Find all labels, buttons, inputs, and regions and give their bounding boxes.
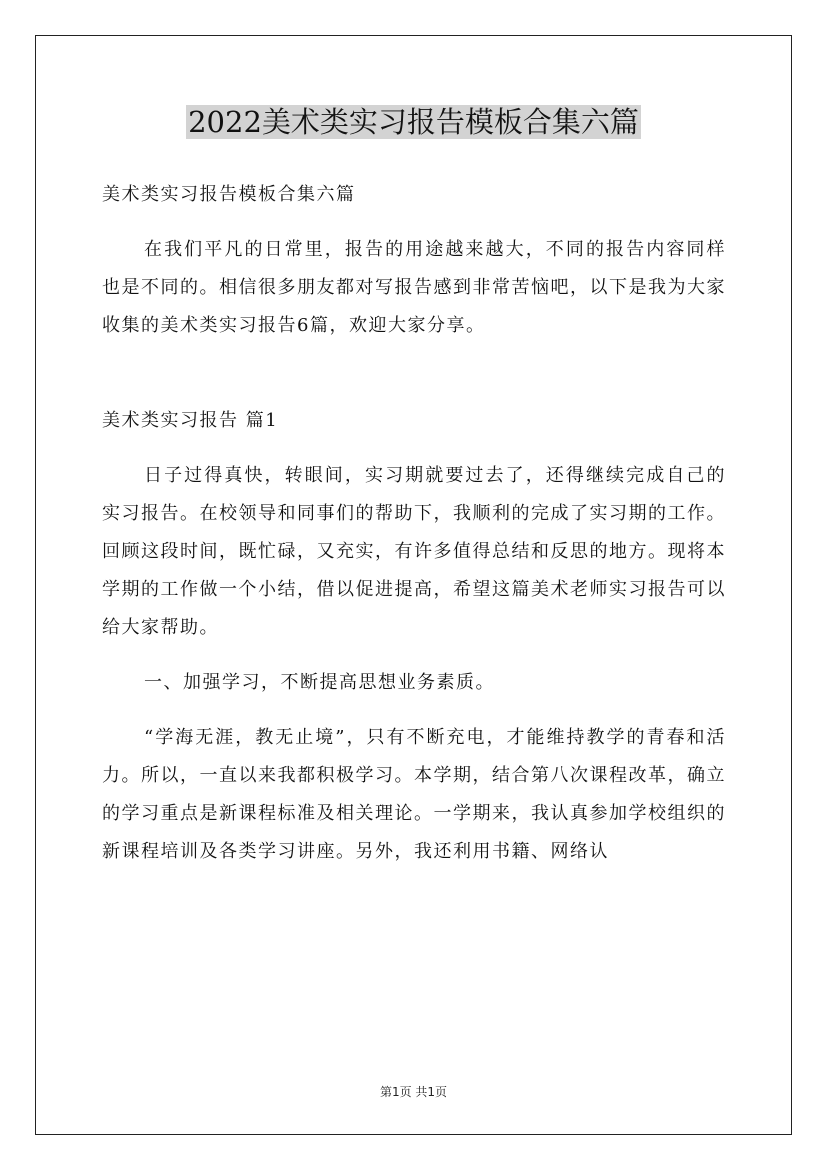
body-paragraph: “学海无涯，教无止境”，只有不断充电，才能维持教学的青春和活力。所以，一直以来我都积极学习。本学期，结合第八次课程改革，确立的学习重点是新课程标准及相关理论。一学期来，我认真参加学校组织的新课程培训及各类学习讲座。另外，我还利用书籍、网络认 bbox=[102, 727, 726, 862]
spacer bbox=[102, 214, 726, 231]
intro-paragraph: 在我们平凡的日常里，报告的用途越来越大，不同的报告内容同样也是不同的。相信很多朋友都对写报告感到非常苦恼吧，以下是我为大家收集的美术类实习报告6篇，欢迎大家分享。 bbox=[102, 239, 726, 336]
spacer bbox=[102, 440, 726, 457]
document-body bbox=[102, 176, 726, 871]
spacer bbox=[102, 702, 726, 719]
document-title-text: 2022美术类实习报告模板合集六篇 bbox=[188, 105, 639, 139]
document-subtitle: 美术类实习报告模板合集六篇 bbox=[102, 184, 356, 205]
document-title bbox=[0, 100, 827, 144]
spacer bbox=[102, 647, 726, 664]
point-heading: 一、加强学习，不断提高思想业务素质。 bbox=[144, 672, 495, 693]
section-heading: 美术类实习报告 篇1 bbox=[102, 410, 279, 431]
page-footer: 第1页 共1页 bbox=[379, 1085, 448, 1099]
spacer bbox=[102, 345, 726, 402]
body-paragraph: 日子过得真快，转眼间，实习期就要过去了，还得继续完成自己的实习报告。在校领导和同事们的帮助下，我顺利的完成了实习期的工作。回顾这段时间，既忙碌，又充实，有许多值得总结和反思的地方。现将本学期的工作做一个小结，借以促进提高，希望这篇美术老师实习报告可以给大家帮助。 bbox=[102, 465, 726, 638]
